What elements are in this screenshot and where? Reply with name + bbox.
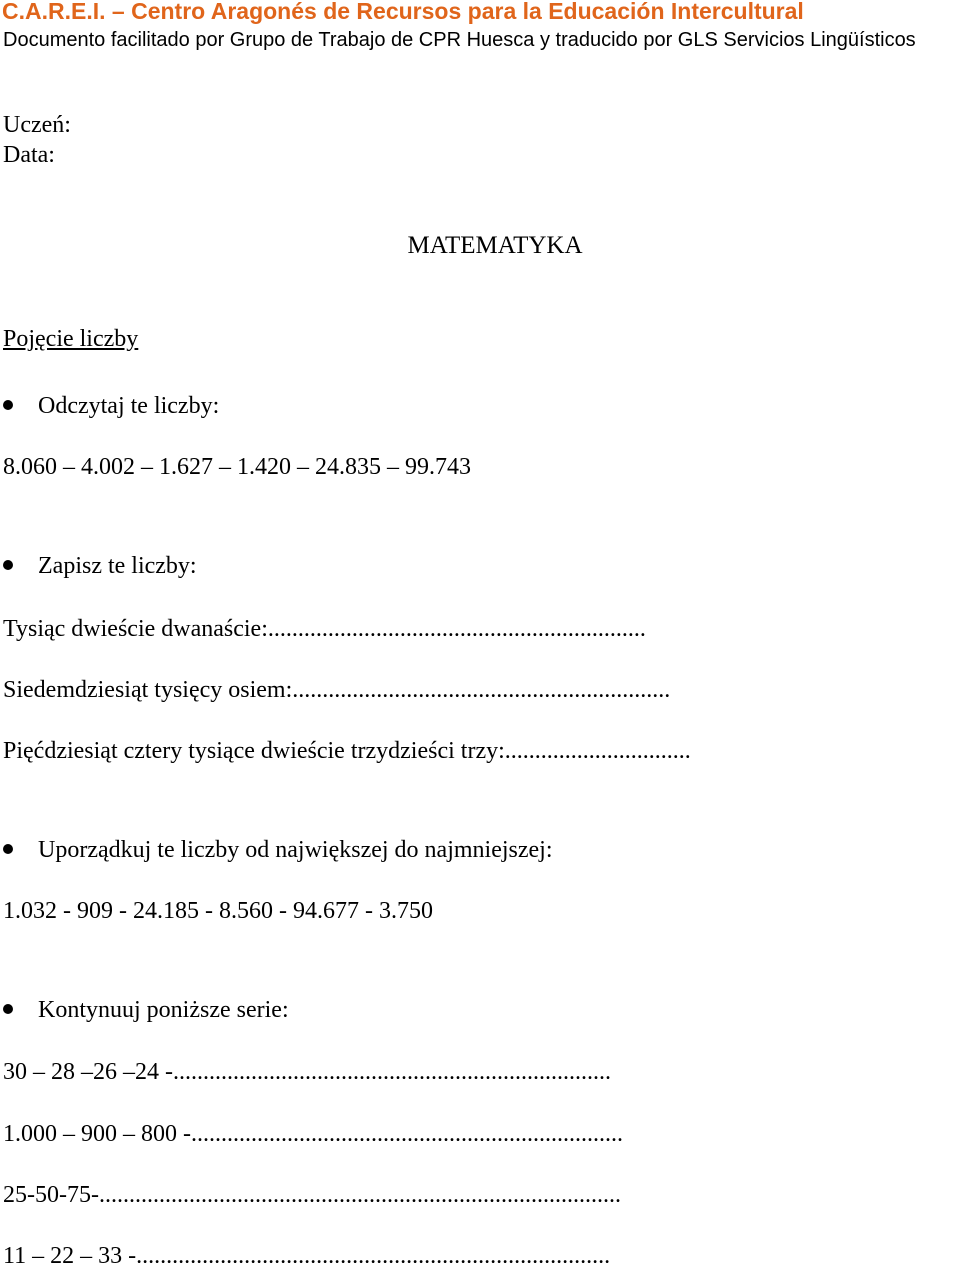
series-item-2: 1.000 – 900 – 800 -........................................................................ xyxy=(3,1121,623,1147)
bullet-icon xyxy=(3,1004,13,1014)
order-numbers-list: 1.032 - 909 - 24.185 - 8.560 - 94.677 - 3.750 xyxy=(3,898,433,924)
write-item-3: Pięćdziesiąt cztery tysiące dwieście trzydzieści trzy:............................... xyxy=(3,738,691,764)
bullet-write-numbers xyxy=(3,553,197,580)
bullet-icon xyxy=(3,560,13,570)
write-item-2: Siedemdziesiąt tysięcy osiem:............................................................... xyxy=(3,677,671,703)
read-numbers-list: 8.060 – 4.002 – 1.627 – 1.420 – 24.835 – 99.743 xyxy=(3,454,471,480)
bullet-icon xyxy=(3,400,13,410)
instruction-text: Odczytaj te liczby: xyxy=(38,393,220,419)
document-header-title: C.A.R.E.I. – Centro Aragonés de Recursos para la Educación Intercultural xyxy=(2,0,804,24)
instruction-text: Uporządkuj te liczby od największej do najmniejszej: xyxy=(38,837,553,863)
series-item-4: 11 – 22 – 33 -............................................................................... xyxy=(3,1243,611,1269)
date-label: Data: xyxy=(3,142,55,168)
instruction-text: Zapisz te liczby: xyxy=(38,553,197,579)
instruction-text: Kontynuuj poniższe serie: xyxy=(38,997,289,1023)
bullet-icon xyxy=(3,844,13,854)
series-item-1: 30 – 28 –26 –24 -......................................................................... xyxy=(3,1059,611,1085)
document-header-subtitle: Documento facilitado por Grupo de Trabajo de CPR Huesca y traducido por GLS Servicios Lingüísticos xyxy=(3,29,916,51)
student-label: Uczeń: xyxy=(3,112,71,138)
bullet-series xyxy=(3,997,289,1024)
write-item-1: Tysiąc dwieście dwanaście:............................................................... xyxy=(3,616,646,642)
series-item-3: 25-50-75-....................................................................................... xyxy=(3,1182,621,1208)
bullet-read-numbers xyxy=(3,393,219,420)
section-title: Pojęcie liczby xyxy=(3,326,139,352)
bullet-order-numbers xyxy=(3,837,553,864)
subject-title: MATEMATYKA xyxy=(407,232,583,259)
